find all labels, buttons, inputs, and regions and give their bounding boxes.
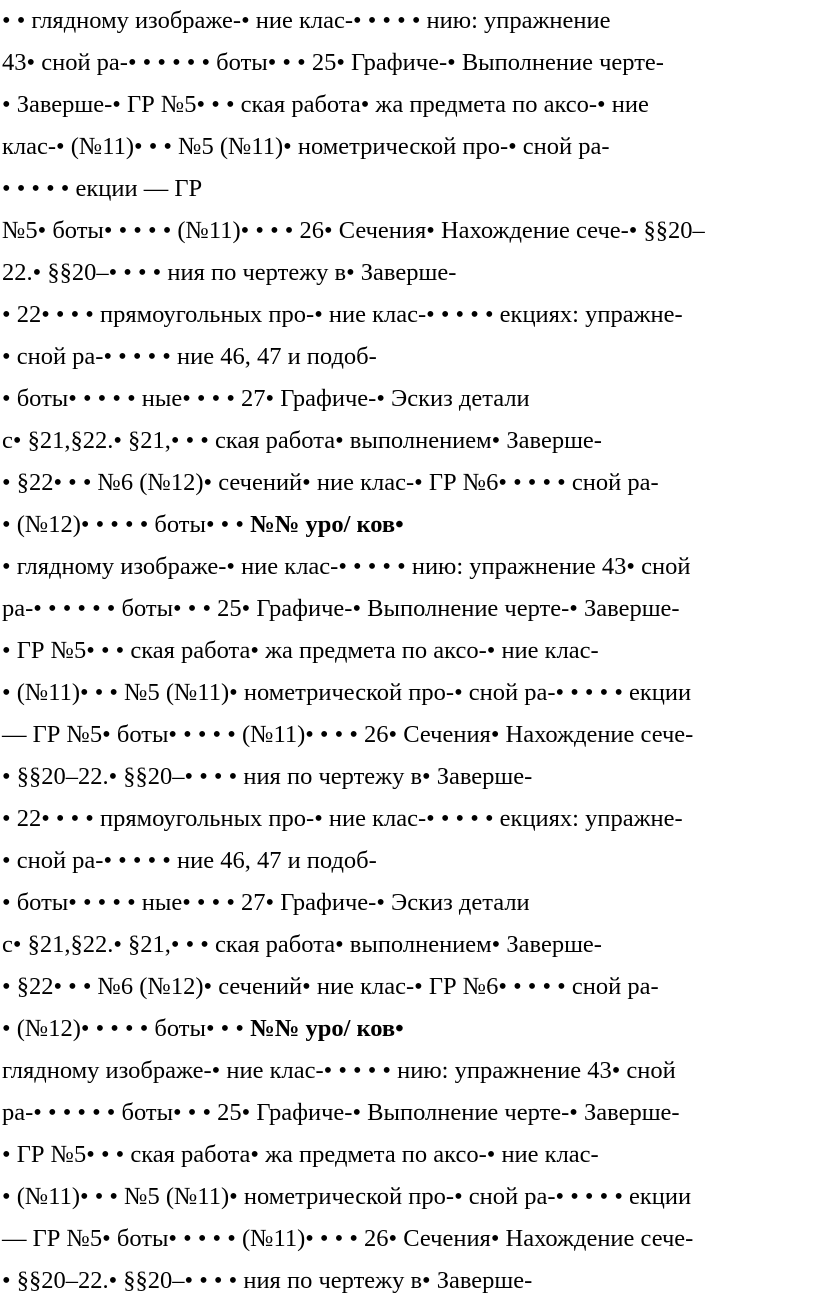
text-line: • сной ра-• • • • • ние 46, 47 и подоб- (2, 343, 377, 370)
text-line: глядному изображе-• ние клас-• • • • • нию: упражнение 43• сной (2, 1057, 676, 1084)
text-line: • • глядному изображе-• ние клас-• • • • • нию: упражнение (2, 7, 611, 34)
text-line: • • • • • екции — ГР (2, 175, 203, 202)
text-line: • сной ра-• • • • • ние 46, 47 и подоб- (2, 847, 377, 874)
bold-heading: №№ уро/ ков• (243, 511, 404, 538)
text-line: — ГР №5• боты• • • • • (№11)• • • • 26• Сечения• Нахождение сече- (2, 721, 694, 748)
text-line: ра-• • • • • • боты• • • 25• Графиче-• Выполнение черте-• Заверше- (2, 1099, 680, 1126)
text-line: • (№12)• • • • • боты• • • №№ уро/ ков• (2, 1015, 404, 1042)
text-line: • (№12)• • • • • боты• • • №№ уро/ ков• (2, 511, 404, 538)
text-line: с• §21,§22.• §21,• • • ская работа• выполнением• Заверше- (2, 931, 602, 958)
text-line: • (№11)• • • №5 (№11)• нометрической про-• сной ра-• • • • • екции (2, 1183, 692, 1210)
text-line: • §22• • • №6 (№12)• сечений• ние клас-• ГР №6• • • • • сной ра- (2, 469, 659, 496)
text-line: №5• боты• • • • • (№11)• • • • 26• Сечения• Нахождение сече-• §§20– (2, 217, 705, 244)
text-line: 22.• §§20–• • • • ния по чертежу в• Заверше- (2, 259, 457, 286)
text-line: • (№11)• • • №5 (№11)• нометрической про-• сной ра-• • • • • екции (2, 679, 692, 706)
text-line: • боты• • • • • ные• • • • 27• Графиче-• Эскиз детали (2, 385, 530, 412)
text-line: • §§20–22.• §§20–• • • • ния по чертежу в• Заверше- (2, 763, 533, 790)
text-line: с• §21,§22.• §21,• • • ская работа• выполнением• Заверше- (2, 427, 602, 454)
text-line: • боты• • • • • ные• • • • 27• Графиче-• Эскиз детали (2, 889, 530, 916)
text-line: 43• сной ра-• • • • • • боты• • • 25• Графиче-• Выполнение черте- (2, 49, 664, 76)
text-line: • ГР №5• • • ская работа• жа предмета по аксо-• ние клас- (2, 1141, 599, 1168)
text-line: — ГР №5• боты• • • • • (№11)• • • • 26• Сечения• Нахождение сече- (2, 1225, 694, 1252)
text-line: • §§20–22.• §§20–• • • • ния по чертежу в• Заверше- (2, 1267, 533, 1294)
text-line: • 22• • • • прямоугольных про-• ние клас-• • • • • екциях: упражне- (2, 805, 683, 832)
text-line: • §22• • • №6 (№12)• сечений• ние клас-• ГР №6• • • • • сной ра- (2, 973, 659, 1000)
text-line: клас-• (№11)• • • №5 (№11)• нометрической про-• сной ра- (2, 133, 610, 160)
text-line: • глядному изображе-• ние клас-• • • • • нию: упражнение 43• сной (2, 553, 691, 580)
text-line: • 22• • • • прямоугольных про-• ние клас-• • • • • екциях: упражне- (2, 301, 683, 328)
text-line: • ГР №5• • • ская работа• жа предмета по аксо-• ние клас- (2, 637, 599, 664)
bold-heading: №№ уро/ ков• (243, 1015, 404, 1042)
text-line: • Заверше-• ГР №5• • • ская работа• жа предмета по аксо-• ние (2, 91, 649, 118)
text-line: ра-• • • • • • боты• • • 25• Графиче-• Выполнение черте-• Заверше- (2, 595, 680, 622)
